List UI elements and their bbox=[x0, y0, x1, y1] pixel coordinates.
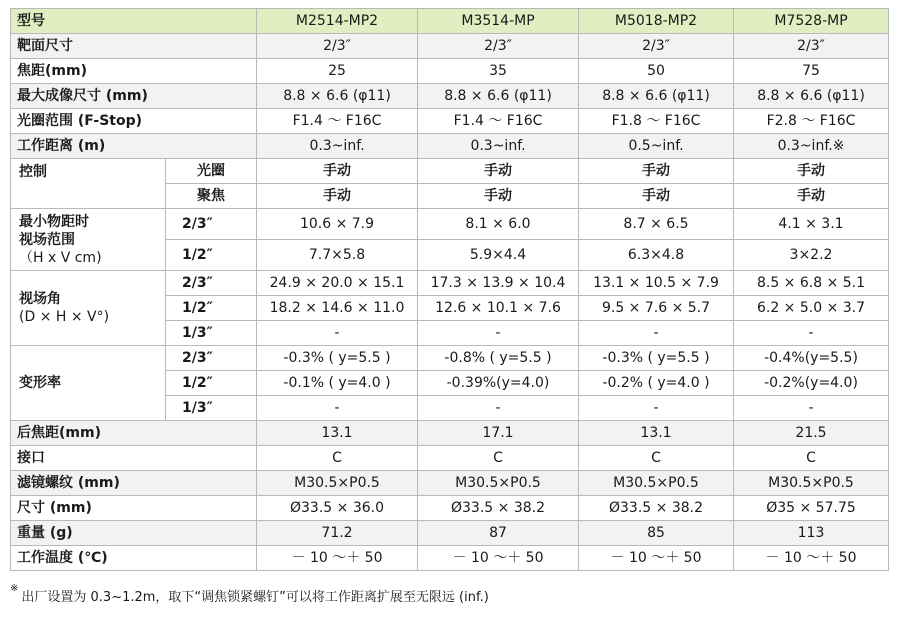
label-line: 视场角 bbox=[19, 291, 61, 307]
spec-cell: 13.1 bbox=[579, 421, 734, 446]
spec-cell: Ø35 × 57.75 bbox=[734, 496, 889, 521]
spec-cell: 85 bbox=[579, 521, 734, 546]
spec-cell: Ø33.5 × 38.2 bbox=[418, 496, 579, 521]
spec-cell: 13.1 × 10.5 × 7.9 bbox=[579, 271, 734, 296]
spec-cell: 21.5 bbox=[734, 421, 889, 446]
spec-cell: 17.3 × 13.9 × 10.4 bbox=[418, 271, 579, 296]
spec-row bbox=[11, 546, 889, 571]
spec-cell: -0.39%(y=4.0) bbox=[418, 371, 579, 396]
spec-cell: 手动 bbox=[257, 184, 418, 209]
spec-row bbox=[11, 134, 889, 159]
spec-cell: 手动 bbox=[579, 184, 734, 209]
spec-cell: 0.3~inf. bbox=[418, 134, 579, 159]
spec-cell: F1.4 ～ F16C bbox=[257, 109, 418, 134]
spec-cell: 手动 bbox=[418, 184, 579, 209]
spec-cell: 8.7 × 6.5 bbox=[579, 209, 734, 240]
spec-cell: 13.1 bbox=[257, 421, 418, 446]
header-row bbox=[11, 9, 889, 34]
spec-cell: Ø33.5 × 36.0 bbox=[257, 496, 418, 521]
sub-label: 1/3″ bbox=[166, 396, 257, 421]
spec-row bbox=[11, 496, 889, 521]
spec-cell: 75 bbox=[734, 59, 889, 84]
spec-cell: 10.6 × 7.9 bbox=[257, 209, 418, 240]
spec-cell: - bbox=[579, 396, 734, 421]
model-header: M3514-MP bbox=[418, 9, 579, 34]
spec-cell: － 10 ～＋ 50 bbox=[418, 546, 579, 571]
spec-cell: 2/3″ bbox=[418, 34, 579, 59]
spec-cell: -0.2%(y=4.0) bbox=[734, 371, 889, 396]
row-label: 重量 (g) bbox=[11, 521, 257, 546]
spec-cell: 113 bbox=[734, 521, 889, 546]
spec-row bbox=[11, 446, 889, 471]
spec-cell: 手动 bbox=[734, 159, 889, 184]
spec-cell: 8.5 × 6.8 × 5.1 bbox=[734, 271, 889, 296]
sub-label: 2/3″ bbox=[166, 209, 257, 240]
row-label: 后焦距(mm) bbox=[11, 421, 257, 446]
spec-cell: M30.5×P0.5 bbox=[734, 471, 889, 496]
row-label: 靶面尺寸 bbox=[11, 34, 257, 59]
spec-cell: F1.8 ～ F16C bbox=[579, 109, 734, 134]
spec-cell: C bbox=[418, 446, 579, 471]
spec-cell: 手动 bbox=[418, 159, 579, 184]
spec-cell: C bbox=[734, 446, 889, 471]
spec-cell: M30.5×P0.5 bbox=[579, 471, 734, 496]
spec-cell: M30.5×P0.5 bbox=[418, 471, 579, 496]
spec-cell: 6.2 × 5.0 × 3.7 bbox=[734, 296, 889, 321]
spec-row bbox=[11, 421, 889, 446]
spec-cell: 8.8 × 6.6 (φ11) bbox=[257, 84, 418, 109]
spec-cell: -0.4%(y=5.5) bbox=[734, 346, 889, 371]
sub-label: 聚焦 bbox=[166, 184, 257, 209]
spec-row bbox=[11, 209, 889, 240]
spec-cell: 8.8 × 6.6 (φ11) bbox=[734, 84, 889, 109]
spec-cell: - bbox=[418, 321, 579, 346]
spec-cell: 87 bbox=[418, 521, 579, 546]
header-label: 型号 bbox=[11, 9, 257, 34]
label-line: （H x V cm) bbox=[19, 249, 102, 266]
sub-label: 1/2″ bbox=[166, 240, 257, 271]
model-header: M7528-MP bbox=[734, 9, 889, 34]
spec-cell: 2/3″ bbox=[257, 34, 418, 59]
spec-row bbox=[11, 471, 889, 496]
spec-cell: - bbox=[257, 396, 418, 421]
spec-cell: 手动 bbox=[257, 159, 418, 184]
spec-row bbox=[11, 59, 889, 84]
sub-label: 光圈 bbox=[166, 159, 257, 184]
spec-row bbox=[11, 346, 889, 371]
spec-cell: 3×2.2 bbox=[734, 240, 889, 271]
spec-cell: － 10 ～＋ 50 bbox=[734, 546, 889, 571]
spec-cell: 4.1 × 3.1 bbox=[734, 209, 889, 240]
spec-cell: F2.8 ～ F16C bbox=[734, 109, 889, 134]
spec-row bbox=[11, 521, 889, 546]
spec-cell: 9.5 × 7.6 × 5.7 bbox=[579, 296, 734, 321]
spec-cell: 6.3×4.8 bbox=[579, 240, 734, 271]
min-distance-label bbox=[11, 209, 166, 271]
model-header: M2514-MP2 bbox=[257, 9, 418, 34]
label-line: (D × H × V°) bbox=[19, 309, 110, 325]
row-label: 工作距离 (m) bbox=[11, 134, 257, 159]
spec-row bbox=[11, 159, 889, 184]
spec-cell: 2/3″ bbox=[579, 34, 734, 59]
spec-cell: - bbox=[257, 321, 418, 346]
spec-cell: 7.7×5.8 bbox=[257, 240, 418, 271]
spec-cell: 手动 bbox=[734, 184, 889, 209]
label-line: 最小物距时 bbox=[19, 213, 89, 230]
spec-cell: 2/3″ bbox=[734, 34, 889, 59]
view-angle-label bbox=[11, 271, 166, 346]
spec-table bbox=[10, 8, 889, 571]
footnote-mark: ※ bbox=[10, 583, 19, 594]
spec-cell: - bbox=[734, 321, 889, 346]
spec-cell: -0.3% ( y=5.5 ) bbox=[257, 346, 418, 371]
spec-cell: 0.5~inf. bbox=[579, 134, 734, 159]
spec-cell: F1.4 ～ F16C bbox=[418, 109, 579, 134]
spec-cell: 手动 bbox=[579, 159, 734, 184]
sub-label: 1/2″ bbox=[166, 296, 257, 321]
spec-cell: 24.9 × 20.0 × 15.1 bbox=[257, 271, 418, 296]
row-label: 接口 bbox=[11, 446, 257, 471]
row-label: 光圈范围 (F-Stop) bbox=[11, 109, 257, 134]
spec-cell: 25 bbox=[257, 59, 418, 84]
spec-row bbox=[11, 34, 889, 59]
spec-cell: 5.9×4.4 bbox=[418, 240, 579, 271]
spec-cell: 18.2 × 14.6 × 11.0 bbox=[257, 296, 418, 321]
spec-cell: -0.3% ( y=5.5 ) bbox=[579, 346, 734, 371]
label-line: 视场范围 bbox=[19, 231, 75, 248]
spec-cell: - bbox=[734, 396, 889, 421]
row-label: 焦距(mm) bbox=[11, 59, 257, 84]
spec-cell: - bbox=[579, 321, 734, 346]
spec-cell: C bbox=[257, 446, 418, 471]
spec-cell: 8.1 × 6.0 bbox=[418, 209, 579, 240]
spec-cell: 0.3~inf.※ bbox=[734, 134, 889, 159]
control-label: 控制 bbox=[11, 159, 166, 209]
row-label: 工作温度 (℃) bbox=[11, 546, 257, 571]
spec-cell: Ø33.5 × 38.2 bbox=[579, 496, 734, 521]
sub-label: 1/3″ bbox=[166, 321, 257, 346]
spec-cell: 71.2 bbox=[257, 521, 418, 546]
spec-cell: 50 bbox=[579, 59, 734, 84]
spec-cell: -0.1% ( y=4.0 ) bbox=[257, 371, 418, 396]
spec-cell: － 10 ～＋ 50 bbox=[257, 546, 418, 571]
row-label: 滤镜螺纹 (mm) bbox=[11, 471, 257, 496]
spec-cell: － 10 ～＋ 50 bbox=[579, 546, 734, 571]
footnote bbox=[10, 583, 489, 605]
distortion-label: 变形率 bbox=[11, 346, 166, 421]
footnote-text: 出厂设置为 0.3~1.2m，取下“调焦锁紧螺钉”可以将工作距离扩展至无限远 (inf.) bbox=[21, 590, 489, 605]
sub-label: 2/3″ bbox=[166, 271, 257, 296]
spec-cell: M30.5×P0.5 bbox=[257, 471, 418, 496]
spec-row bbox=[11, 84, 889, 109]
spec-cell: 0.3~inf. bbox=[257, 134, 418, 159]
row-label: 最大成像尺寸 (mm) bbox=[11, 84, 257, 109]
spec-cell: 35 bbox=[418, 59, 579, 84]
row-label: 尺寸 (mm) bbox=[11, 496, 257, 521]
spec-cell: 17.1 bbox=[418, 421, 579, 446]
spec-cell: 12.6 × 10.1 × 7.6 bbox=[418, 296, 579, 321]
spec-cell: C bbox=[579, 446, 734, 471]
spec-cell: -0.8% ( y=5.5 ) bbox=[418, 346, 579, 371]
sub-label: 1/2″ bbox=[166, 371, 257, 396]
spec-row bbox=[11, 271, 889, 296]
spec-cell: - bbox=[418, 396, 579, 421]
spec-cell: 8.8 × 6.6 (φ11) bbox=[579, 84, 734, 109]
spec-cell: -0.2% ( y=4.0 ) bbox=[579, 371, 734, 396]
sub-label: 2/3″ bbox=[166, 346, 257, 371]
model-header: M5018-MP2 bbox=[579, 9, 734, 34]
spec-row bbox=[11, 109, 889, 134]
spec-cell: 8.8 × 6.6 (φ11) bbox=[418, 84, 579, 109]
